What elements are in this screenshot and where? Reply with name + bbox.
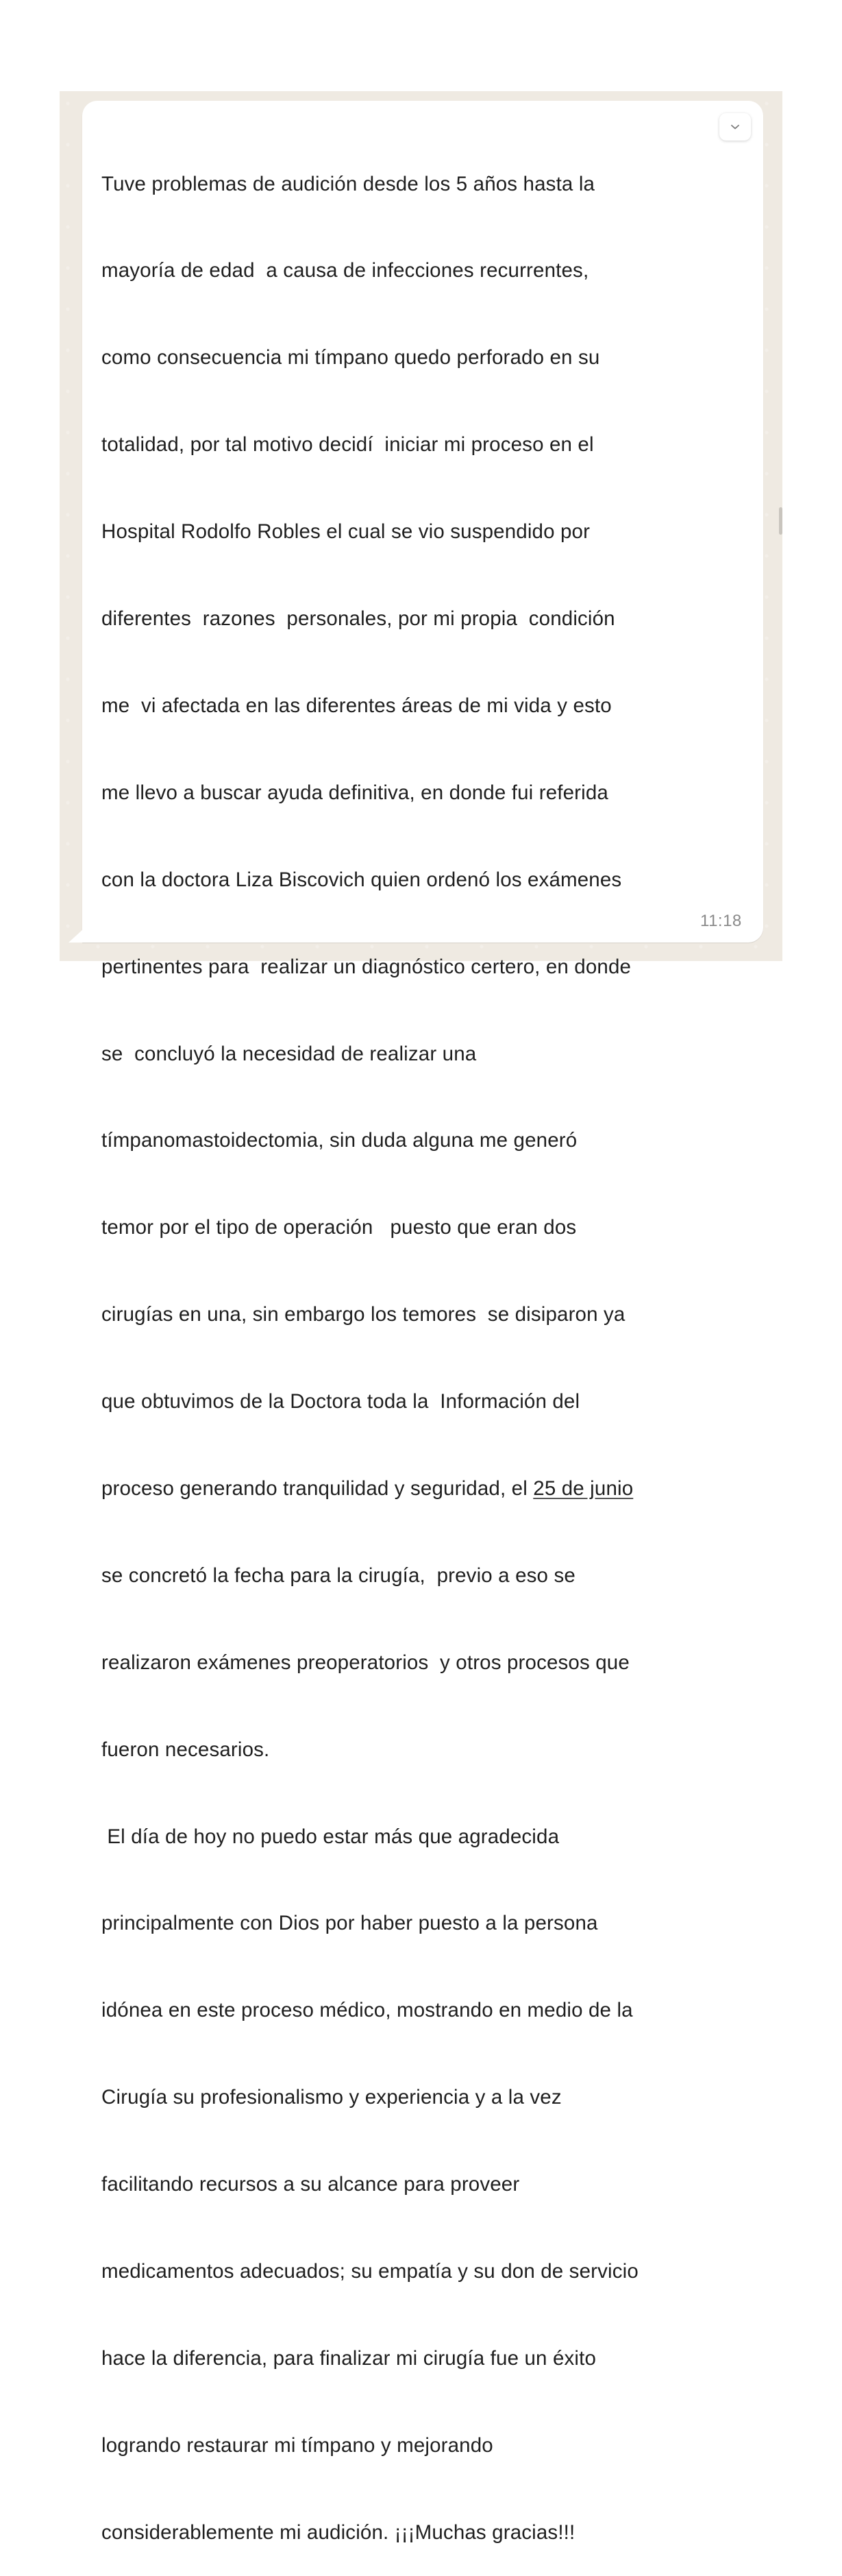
message-line: facilitando recursos a su alcance para proveer: [101, 2173, 520, 2196]
message-line: me llevo a buscar ayuda definitiva, en donde fui referida: [101, 781, 608, 804]
message-line: hace la diferencia, para finalizar mi cirugía fue un éxito: [101, 2346, 597, 2370]
message-line: Cirugía su profesionalismo y experiencia y a la vez: [101, 2086, 562, 2109]
message-line: se concretó la fecha para la cirugía, previo a eso se: [101, 1564, 575, 1587]
message-line: mayoría de edad a causa de infecciones recurrentes,: [101, 259, 589, 282]
message-line-with-date: [101, 1474, 752, 1503]
message-line: Hospital Rodolfo Robles el cual se vio suspendido por: [101, 520, 591, 544]
message-line: totalidad, por tal motivo decidí iniciar mi proceso en el: [101, 433, 594, 457]
message-timestamp: 11:18: [700, 912, 742, 930]
message-bubble-tail: [69, 929, 84, 943]
message-line: que obtuvimos de la Doctora toda la Información del: [101, 1390, 580, 1413]
message-line: fueron necesarios.: [101, 1738, 270, 1761]
message-line: como consecuencia mi tímpano quedo perforado en su: [101, 346, 600, 369]
message-line: diferentes razones personales, por mi propia condición: [101, 607, 615, 631]
message-line: considerablemente mi audición. ¡¡¡Muchas gracias!!!: [101, 2520, 575, 2544]
message-line: medicamentos adecuados; su empatía y su don de servicio: [101, 2259, 639, 2283]
message-line: logrando restaurar mi tímpano y mejorando: [101, 2433, 493, 2457]
message-line-text: proceso generando tranquilidad y seguridad, el: [101, 1477, 534, 1500]
message-line: Tuve problemas de audición desde los 5 años hasta la: [101, 172, 595, 195]
message-line: idónea en este proceso médico, mostrando en medio de la: [101, 1999, 633, 2022]
message-line: realizaron exámenes preoperatorios y otros procesos que: [101, 1651, 630, 1674]
date-link[interactable]: 25 de junio: [533, 1477, 634, 1500]
message-line: con la doctora Liza Biscovich quien ordenó los exámenes: [101, 868, 622, 891]
message-line: temor por el tipo de operación puesto que eran dos: [101, 1216, 577, 1239]
message-text: [101, 112, 752, 2576]
message-menu-button[interactable]: [719, 113, 751, 141]
scrollbar-handle[interactable]: [779, 507, 782, 535]
message-line: me vi afectada en las diferentes áreas de mi vida y esto: [101, 694, 612, 717]
message-line: cirugías en una, sin embargo los temores se disiparon ya: [101, 1303, 626, 1326]
message-line: principalmente con Dios por haber puesto a la persona: [101, 1912, 598, 1935]
message-line: tímpanomastoidectomia, sin duda alguna me generó: [101, 1129, 578, 1152]
message-line: se concluyó la necesidad de realizar una: [101, 1042, 477, 1065]
chevron-down-icon: [730, 123, 740, 130]
message-line: pertinentes para realizar un diagnóstico certero, en donde: [101, 955, 632, 978]
message-line: El día de hoy no puedo estar más que agradecida: [101, 1825, 560, 1848]
